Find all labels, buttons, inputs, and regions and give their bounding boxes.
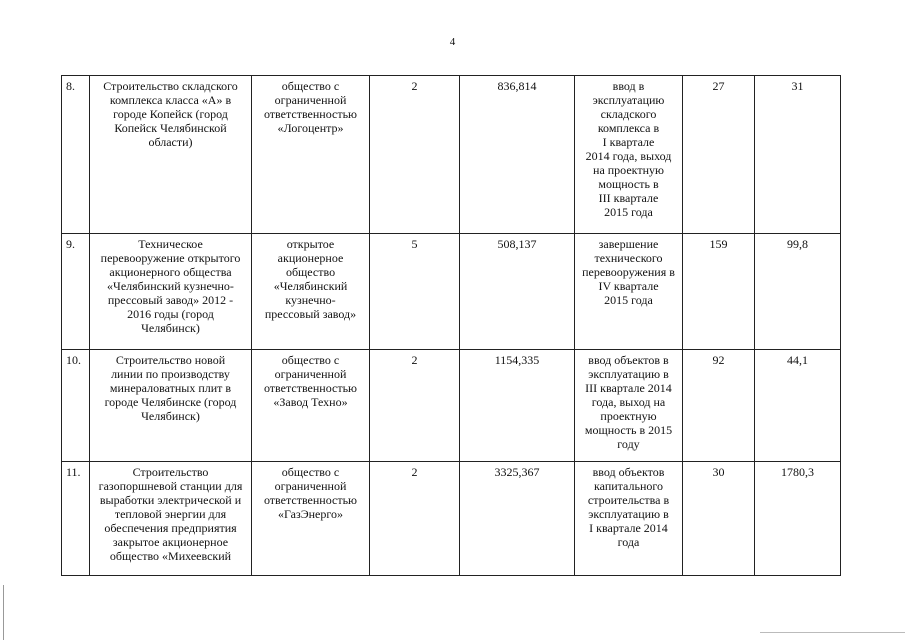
table-row bbox=[62, 234, 841, 350]
investment-amount: 836,814 bbox=[460, 76, 575, 234]
value: 99,8 bbox=[755, 234, 841, 350]
project-name: Техническое перевооружение открытого акционерного общества «Челябинский кузнечно- прессовый завод» 2012 - 2016 годы (город Челябинск) bbox=[90, 234, 252, 350]
page-number: 4 bbox=[449, 36, 456, 48]
implementation-term: ввод в эксплуатацию складского комплекса в I квартале 2014 года, выход на проектную мощность в III квартале 2015 года bbox=[575, 76, 683, 234]
value: 31 bbox=[755, 76, 841, 234]
project-name: Строительство газопоршневой станции для выработки электрической и тепловой энергии для обеспечения предприятия закрытое акционерное общество «Михеевский bbox=[90, 462, 252, 576]
value: 1780,3 bbox=[755, 462, 841, 576]
investment-projects-table bbox=[61, 75, 841, 576]
investment-amount: 1154,335 bbox=[460, 350, 575, 462]
category: 2 bbox=[370, 462, 460, 576]
project-name: Строительство новой линии по производству минераловатных плит в городе Челябинске (город Челябинск) bbox=[90, 350, 252, 462]
row-number: 11. bbox=[62, 462, 90, 576]
investment-amount: 508,137 bbox=[460, 234, 575, 350]
value: 44,1 bbox=[755, 350, 841, 462]
organization: общество с ограниченной ответственностью «Логоцентр» bbox=[252, 76, 370, 234]
scan-edge-line bbox=[3, 585, 4, 640]
scan-edge-line bbox=[760, 632, 905, 633]
organization: общество с ограниченной ответственностью «ГазЭнерго» bbox=[252, 462, 370, 576]
category: 5 bbox=[370, 234, 460, 350]
row-number: 8. bbox=[62, 76, 90, 234]
jobs-count: 27 bbox=[683, 76, 755, 234]
implementation-term: ввод объектов в эксплуатацию в III квартале 2014 года, выход на проектную мощность в 2015 году bbox=[575, 350, 683, 462]
organization: открытое акционерное общество «Челябинский кузнечно- прессовый завод» bbox=[252, 234, 370, 350]
table-row bbox=[62, 350, 841, 462]
category: 2 bbox=[370, 350, 460, 462]
organization: общество с ограниченной ответственностью «Завод Техно» bbox=[252, 350, 370, 462]
table-row bbox=[62, 462, 841, 576]
implementation-term: ввод объектов капитального строительства в эксплуатацию в I квартале 2014 года bbox=[575, 462, 683, 576]
row-number: 9. bbox=[62, 234, 90, 350]
row-number: 10. bbox=[62, 350, 90, 462]
category: 2 bbox=[370, 76, 460, 234]
table-row bbox=[62, 76, 841, 234]
implementation-term: завершение технического перевооружения в IV квартале 2015 года bbox=[575, 234, 683, 350]
project-name: Строительство складского комплекса класса «А» в городе Копейск (город Копейск Челябинской области) bbox=[90, 76, 252, 234]
jobs-count: 30 bbox=[683, 462, 755, 576]
jobs-count: 92 bbox=[683, 350, 755, 462]
jobs-count: 159 bbox=[683, 234, 755, 350]
investment-amount: 3325,367 bbox=[460, 462, 575, 576]
